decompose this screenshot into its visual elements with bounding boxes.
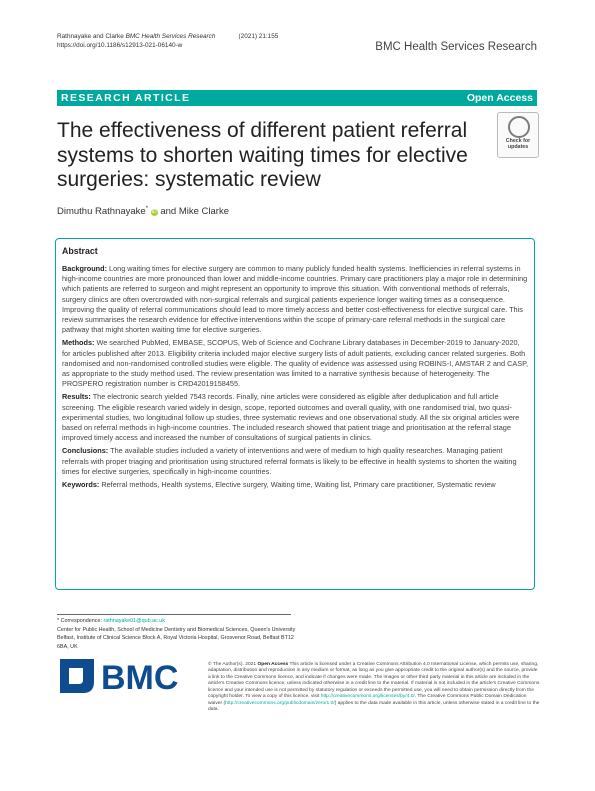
footnote-divider	[57, 614, 291, 615]
license-link-zero[interactable]: http://creativecommons.org/publicdomain/zero/1.0/	[225, 700, 335, 706]
abstract-box	[55, 238, 535, 590]
abstract-results: Results: The electronic search yielded 7543 records. Finally, nine articles were considered as eligible after deduplication and full article screening. The eligible research varied widely in design, scope, reported outcomes and overall quality, with one randomised trial, two quasi-experimental studies, two longitudinal follow up studies, three systematic reviews and one observational study. All the six original articles were based on referral methods in high-income countries. The included research showed that patient triage and prioritisation at the referral stage improved timely access and increased the number of consultations of surgical patients in clinics.	[62, 392, 520, 443]
article-type-band	[57, 90, 537, 106]
orcid-icon[interactable]: iD	[151, 209, 157, 216]
author-rest: and Mike Clarke	[157, 206, 229, 218]
correspondence-email-link[interactable]: rathnayake01@qub.ac.uk	[103, 618, 165, 624]
author-list	[57, 206, 229, 217]
abstract-methods: Methods: We searched PubMed, EMBASE, SCOPUS, Web of Science and Cochrane Library databases in December-2019 to January-2020, for articles published after 2013. Eligibility criteria included major elective surgery lists of adult patients, excluding cancer related surgeries. Both randomised and non-randomised controlled studies were eligible. The quality of evidence was assessed using ROBINS-I, AMSTAR 2 and CASP, as appropriate to the study method used. The review presentation was limited to a narrative synthesis because of heterogeneity. The PROSPERO registration number is CRD42019158455.	[62, 338, 529, 389]
abstract-background: Background: Long waiting times for elective surgery are common to many publicly funded health systems. Inefficiencies in referral systems in high-income countries are more pronounced than lower and middle-income countries. Primary care practitioners play a major role in determining which patients are referred to surgeon and might represent an opportunity to improve this situation. With conventional methods of referrals, surgery clinics are often overcrowded with non-surgical referrals and surgical patients experience longer waiting times as a consequence. Improving the quality of referral communications should lead to more timely access and better cost-effectiveness for elective surgical care. This review summarises the research evidence for effective interventions within the scope of primary-care referral methods in the surgical care pathway that might shorten waiting time for elective surgeries.	[62, 264, 528, 335]
license-link-by[interactable]: http://creativecommons.org/licenses/by/4.0/	[320, 694, 415, 700]
article-title: The effectiveness of different patient referral systems to shorten waiting times for elective surgeries: systematic review	[57, 119, 468, 191]
correspondence-label: * Correspondence:	[57, 618, 104, 624]
check-updates-icon	[508, 116, 530, 138]
abstract-keywords: Keywords: Referral methods, Health systems, Elective surgery, Waiting time, Waiting list, Primary care practitioner, Systematic review	[62, 480, 496, 490]
doi-link[interactable]: https://doi.org/10.1186/s12913-021-06140-w	[57, 42, 183, 49]
corresponding-mark: *	[145, 206, 149, 212]
journal-name: BMC Health Services Research	[375, 41, 537, 53]
license-statement: © The Author(s). 2021 Open Access This article is licensed under a Creative Commons Attribution 4.0 International License, which permits use, sharing, adaptation, distribution and reproduction in any medium or format, as long as you give appropriate credit to the original author(s) and the source, provide a link to the Creative Commons licence, and indicate if changes were made. The images or other third party material in this article are included in the article's Creative Commons licence, unless indicated otherwise in a credit line to the material. If material is not included in the article's Creative Commons licence and your intended use is not permitted by statutory regulation or exceeds the permitted use, you will need to obtain permission directly from the copyright holder. To view a copy of this licence, visit http://creativecommons.org/licenses/by/4.0/. The Creative Commons Public Domain Dedication waiver (http://creativecommons.org/publicdomain/zero/1.0/) applies to the data made available in this article, unless otherwise stated in a credit line to the data.	[208, 662, 540, 713]
open-access-label: Open Access	[466, 92, 533, 104]
license-open-access: Open Access	[257, 662, 289, 667]
svg-text:BMC: BMC	[101, 659, 179, 696]
abstract-conclusions: Conclusions: The available studies included a variety of interventions and were of medium to high quality researches. Managing patient referrals with proper triaging and prioritisation using structured referral formats is likely to be effective in health systems to shorten the waiting times for elective surgeries, specifically in high-income countries.	[62, 446, 517, 476]
citation-authors: Rathnayake and Clarke	[57, 33, 124, 40]
check-for-updates-badge[interactable]	[497, 112, 539, 158]
check-updates-text: Check for updates	[505, 138, 531, 150]
bmc-logo	[57, 656, 199, 696]
author-first: Dimuthu Rathnayake	[57, 206, 146, 218]
citation-journal: BMC Health Services Research	[125, 33, 216, 40]
article-type-label: RESEARCH ARTICLE	[61, 92, 191, 104]
abstract-heading: Abstract	[62, 246, 98, 256]
correspondence-note	[57, 617, 302, 651]
citation-year-volume: (2021) 21:155	[238, 33, 279, 40]
citation-header	[57, 32, 278, 50]
affiliation-text: Center for Public Health, School of Medicine Dentistry and Biomedical Sciences, Queen's University Belfast, Institute of Clinical Science Block A, Royal Victoria Hospital, Grosvenor Road, Belfast BT12 6BA, UK	[57, 626, 296, 650]
